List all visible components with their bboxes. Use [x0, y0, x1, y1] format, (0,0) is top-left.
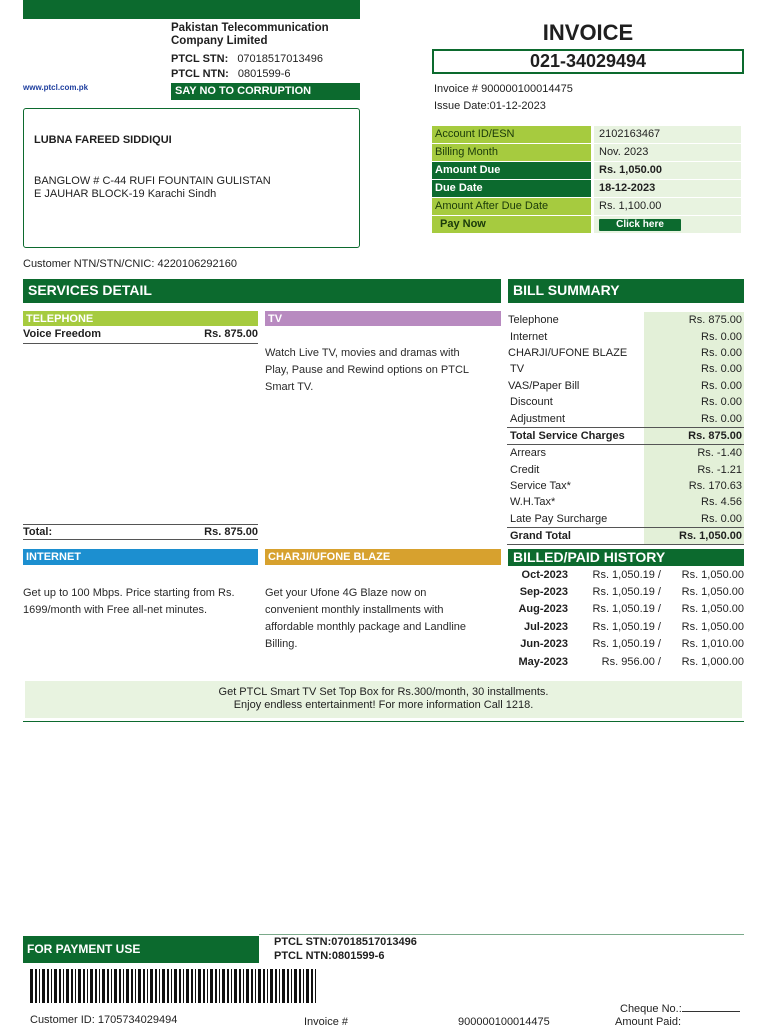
payment-invoice-label: Invoice #	[304, 1016, 349, 1028]
barcode-bar	[71, 969, 73, 1003]
customer-name: LUBNA FAREED SIDDIQUI	[34, 134, 172, 146]
summary-row: Internet Rs. 0.00	[507, 328, 744, 344]
barcode-bar	[210, 969, 213, 1003]
barcode-bar	[63, 969, 64, 1003]
barcode-bar	[111, 969, 112, 1003]
barcode-bar	[150, 969, 153, 1003]
internet-header: INTERNET	[23, 549, 258, 565]
telephone-item-name: Voice Freedom	[23, 328, 102, 340]
barcode-bar	[267, 969, 268, 1003]
barcode-bar	[167, 969, 169, 1003]
barcode-bar	[299, 969, 301, 1003]
slogan-banner: SAY NO TO CORRUPTION	[171, 83, 360, 100]
barcode-bar	[155, 969, 157, 1003]
telephone-item-row	[23, 328, 258, 344]
bill-summary-table	[507, 312, 744, 545]
summary-row: VAS/Paper Bill Rs. 0.00	[507, 378, 744, 394]
barcode-bar	[222, 969, 225, 1003]
barcode-bar	[191, 969, 193, 1003]
barcode-bar	[183, 969, 184, 1003]
cheque-no-field[interactable]: Cheque No.:	[620, 1003, 740, 1015]
barcode-bar	[258, 969, 261, 1003]
barcode-bar	[59, 969, 61, 1003]
payment-stn: PTCL STN:07018517013496	[274, 936, 417, 948]
barcode-bar	[107, 969, 109, 1003]
payment-use-banner: FOR PAYMENT USE	[23, 936, 259, 963]
barcode-bar	[83, 969, 85, 1003]
account-row: Account ID/ESN 2102163467	[432, 126, 741, 143]
barcode-bar	[174, 969, 177, 1003]
history-table	[508, 566, 744, 670]
barcode-bar	[282, 969, 285, 1003]
barcode-bar	[30, 969, 33, 1003]
barcode-bar	[234, 969, 237, 1003]
account-info	[432, 126, 741, 234]
payment-customer-id: Customer ID: 1705734029494	[30, 1014, 178, 1026]
barcode-bar	[87, 969, 88, 1003]
barcode-graphic	[30, 969, 320, 1003]
barcode-bar	[251, 969, 253, 1003]
pay-now-row	[432, 216, 741, 233]
summary-row: W.H.Tax* Rs. 4.56	[507, 494, 744, 510]
barcode-bar	[239, 969, 241, 1003]
history-row: Sep-2023 Rs. 1,050.19 / Rs. 1,050.00	[519, 586, 744, 599]
summary-row: TV Rs. 0.00	[507, 361, 744, 377]
services-detail-header: SERVICES DETAIL	[23, 279, 501, 303]
history-row: Oct-2023 Rs. 1,050.19 / Rs. 1,050.00	[521, 568, 744, 581]
history-row: May-2023 Rs. 956.00 / Rs. 1,000.00	[518, 655, 744, 668]
barcode	[30, 969, 320, 1003]
barcode-bar	[35, 969, 37, 1003]
bill-summary-header: BILL SUMMARY	[508, 279, 744, 303]
barcode-bar	[51, 969, 52, 1003]
telephone-header: TELEPHONE	[23, 311, 258, 326]
barcode-bar	[275, 969, 277, 1003]
account-row: Amount After Due Date Rs. 1,100.00	[432, 198, 741, 215]
barcode-bar	[119, 969, 121, 1003]
barcode-bar	[294, 969, 297, 1003]
telephone-item-amount: Rs. 875.00	[204, 328, 258, 340]
history-row: Jun-2023 Rs. 1,050.19 / Rs. 1,010.00	[520, 638, 744, 651]
amount-paid-field[interactable]: Amount Paid:	[615, 1016, 682, 1028]
barcode-bar	[66, 969, 69, 1003]
summary-row: Adjustment Rs. 0.00	[507, 410, 744, 426]
barcode-bar	[135, 969, 136, 1003]
barcode-bar	[78, 969, 81, 1003]
account-row: Due Date 18-12-2023	[432, 180, 741, 197]
telephone-total-row: Total: Rs. 875.00	[23, 526, 258, 538]
barcode-bar	[138, 969, 141, 1003]
barcode-bar	[95, 969, 97, 1003]
barcode-bar	[311, 969, 313, 1003]
barcode-bar	[54, 969, 57, 1003]
barcode-bar	[291, 969, 292, 1003]
history-row: Jul-2023 Rs. 1,050.19 / Rs. 1,050.00	[523, 620, 744, 633]
header-green-bar	[23, 0, 360, 19]
barcode-bar	[126, 969, 129, 1003]
summary-total-service-row: Total Service Charges Rs. 875.00	[507, 427, 744, 445]
summary-grand-total-row: Grand Total Rs. 1,050.00	[507, 527, 744, 545]
barcode-bar	[90, 969, 93, 1003]
blaze-header: CHARJI/UFONE BLAZE	[265, 549, 501, 565]
divider	[23, 721, 744, 722]
barcode-bar	[279, 969, 280, 1003]
history-row: Aug-2023 Rs. 1,050.19 / Rs. 1,050.00	[518, 603, 744, 616]
barcode-bar	[215, 969, 217, 1003]
issue-date: Issue Date:01-12-2023	[434, 100, 546, 112]
history-header: BILLED/PAID HISTORY	[508, 549, 744, 566]
customer-box	[23, 108, 360, 248]
payment-invoice-number: 900000100014475	[458, 1016, 550, 1028]
barcode-bar	[243, 969, 244, 1003]
barcode-bar	[270, 969, 273, 1003]
invoice-title: INVOICE	[542, 20, 634, 45]
barcode-bar	[231, 969, 232, 1003]
summary-row: Arrears Rs. -1.40	[507, 445, 744, 461]
summary-row: Service Tax* Rs. 170.63	[507, 478, 744, 494]
blaze-description: Get your Ufone 4G Blaze now on convenient monthly installments with affordable monthly package and Landline Billing.	[265, 587, 467, 650]
barcode-bar	[47, 969, 49, 1003]
barcode-bar	[147, 969, 148, 1003]
barcode-bar	[159, 969, 160, 1003]
company-name: Pakistan Telecommunication Company Limited	[171, 22, 329, 47]
barcode-bar	[39, 969, 40, 1003]
account-row: Billing Month Nov. 2023	[432, 144, 741, 161]
internet-description: Get up to 100 Mbps. Price starting from Rs. 1699/month with Free all-net minutes.	[23, 587, 235, 616]
summary-row: Telephone Rs. 875.00	[507, 312, 744, 328]
website-link[interactable]: www.ptcl.com.pk	[23, 83, 89, 92]
summary-row: Discount Rs. 0.00	[507, 394, 744, 410]
barcode-bar	[42, 969, 45, 1003]
payment-divider	[259, 934, 744, 935]
invoice-number: Invoice # 900000100014475	[434, 83, 573, 95]
barcode-bar	[303, 969, 304, 1003]
pay-now-label: Pay Now	[432, 216, 591, 233]
account-row: Amount Due Rs. 1,050.00	[432, 162, 741, 179]
barcode-bar	[99, 969, 100, 1003]
barcode-bar	[263, 969, 265, 1003]
barcode-bar	[315, 969, 316, 1003]
customer-ntn: Customer NTN/STN/CNIC: 4220106292160	[23, 258, 237, 270]
barcode-bar	[179, 969, 181, 1003]
barcode-bar	[198, 969, 201, 1003]
barcode-bar	[227, 969, 229, 1003]
barcode-bar	[162, 969, 165, 1003]
barcode-bar	[203, 969, 205, 1003]
barcode-bar	[219, 969, 220, 1003]
tv-description: Watch Live TV, movies and dramas with Play, Pause and Rewind options on PTCL Smart TV.	[265, 347, 469, 393]
barcode-bar	[171, 969, 172, 1003]
barcode-bar	[131, 969, 133, 1003]
summary-row: CHARJI/UFONE BLAZE Rs. 0.00	[507, 345, 744, 361]
barcode-bar	[287, 969, 289, 1003]
click-here-button[interactable]: Click here	[599, 219, 681, 231]
invoice-phone: 021-34029494	[432, 49, 744, 74]
barcode-bar	[102, 969, 105, 1003]
barcode-bar	[143, 969, 145, 1003]
company-stn: PTCL STN: 07018517013496	[171, 53, 323, 65]
barcode-bar	[255, 969, 256, 1003]
tv-header: TV	[265, 311, 501, 326]
barcode-bar	[123, 969, 124, 1003]
barcode-bar	[246, 969, 249, 1003]
barcode-bar	[186, 969, 189, 1003]
customer-address: BANGLOW # C-44 RUFI FOUNTAIN GULISTAN E JAUHAR BLOCK-19 Karachi Sindh	[34, 175, 271, 200]
company-ntn: PTCL NTN: 0801599-6	[171, 68, 291, 80]
barcode-bar	[306, 969, 309, 1003]
summary-row: Late Pay Surcharge Rs. 0.00	[507, 511, 744, 527]
barcode-bar	[75, 969, 76, 1003]
payment-ntn: PTCL NTN:0801599-6	[274, 950, 385, 962]
barcode-bar	[114, 969, 117, 1003]
barcode-bar	[195, 969, 196, 1003]
barcode-bar	[207, 969, 208, 1003]
summary-row: Credit Rs. -1.21	[507, 462, 744, 478]
promo-banner: Get PTCL Smart TV Set Top Box for Rs.300/month, 30 installments. Enjoy endless entertainment! For more information Call 1218.	[25, 681, 742, 718]
